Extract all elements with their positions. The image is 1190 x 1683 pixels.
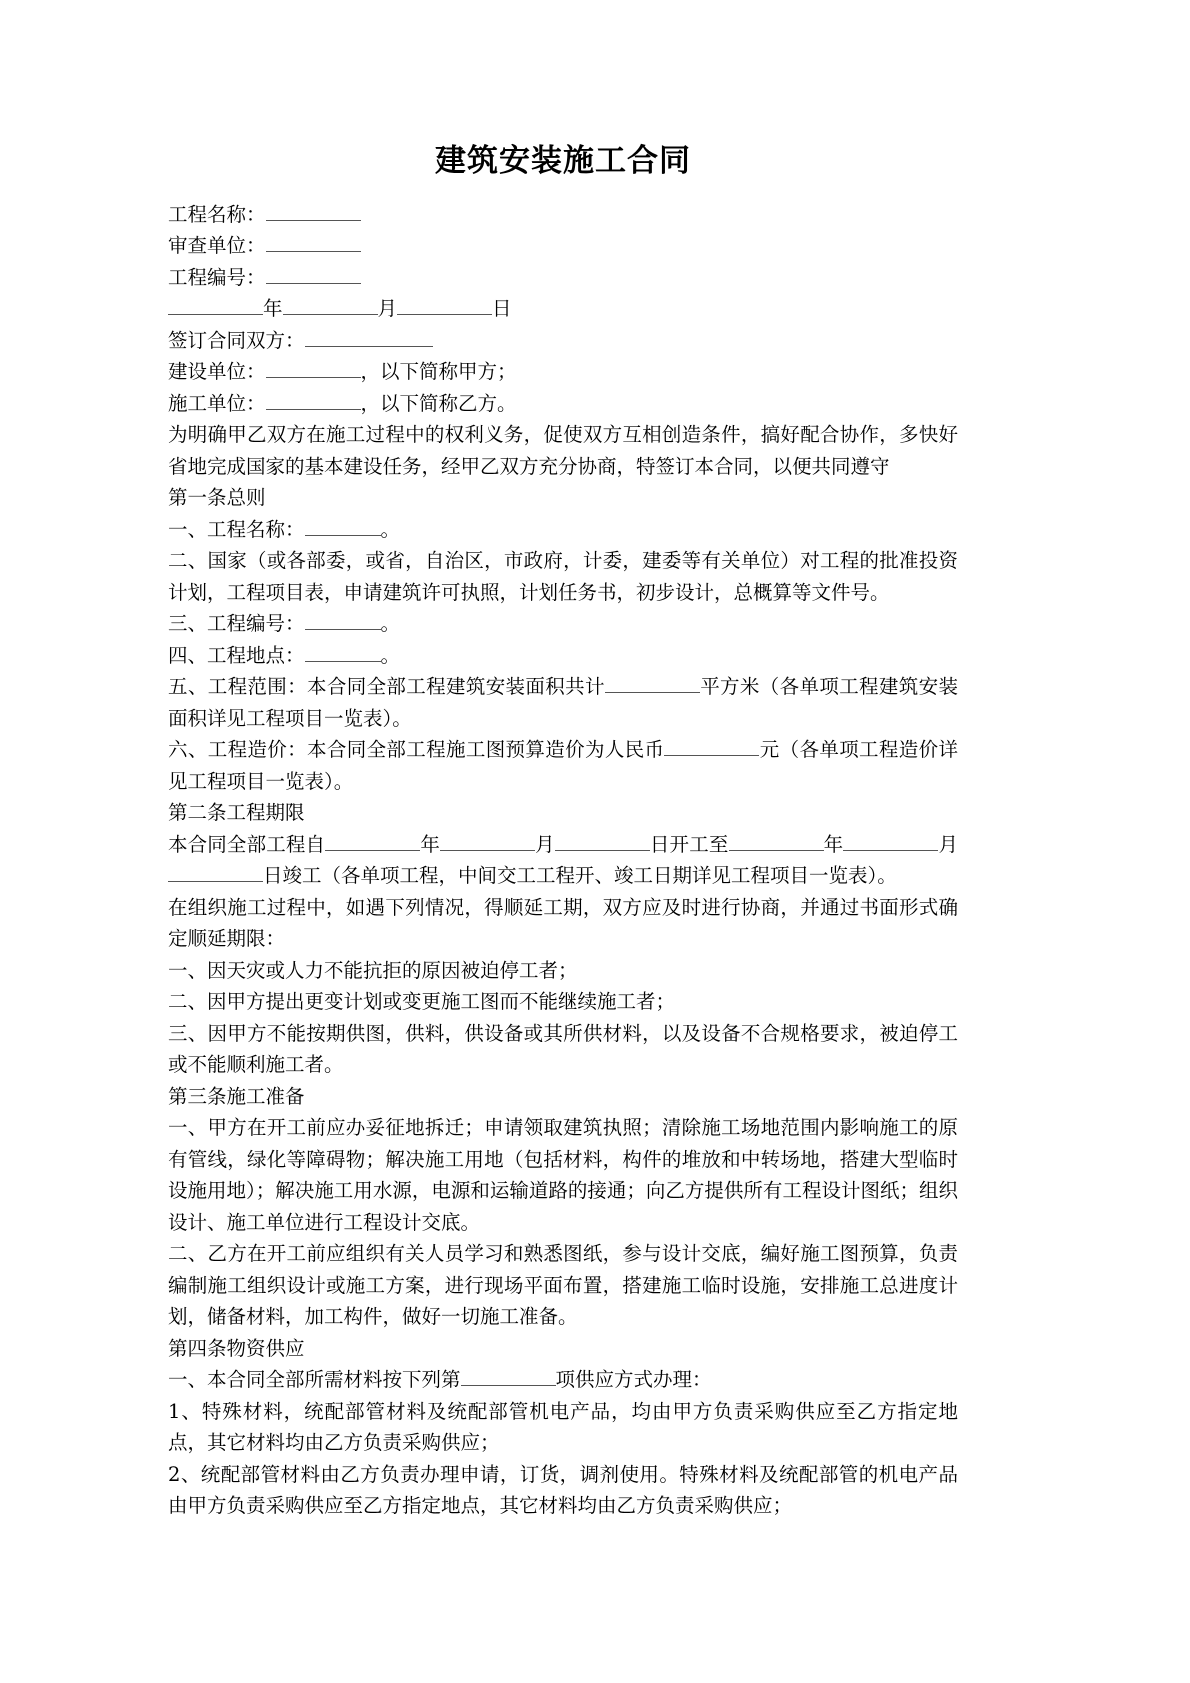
party-b-label: 施工单位： [168, 391, 266, 415]
field-review-unit-label: 审查单位： [168, 234, 266, 257]
section-4-item-2: 1、特殊材料，统配部管材料及统配部管机电产品，均由甲方负责采购供应至乙方指定地点，其它材料均由乙方负责采购供应； [168, 1399, 958, 1454]
section-2-item-5: 三、因甲方不能按期供图，供料，供设备或其所供材料，以及设备不合规格要求，被迫停工或不能顺利施工者。 [168, 1021, 958, 1076]
signing-day-label: 日 [492, 297, 512, 320]
section-1-item-2: 二、国家（或各部委，或省，自治区，市政府，计委，建委等有关单位）对工程的批准投资计划，工程项目表，申请建筑许可执照，计划任务书，初步设计，总概算等文件号。 [168, 549, 958, 604]
section-1-item-1-suffix: 。 [380, 517, 401, 541]
section-1-item-1-blank[interactable] [305, 535, 381, 536]
period-start-day-blank[interactable] [555, 850, 650, 851]
period-start-month-blank[interactable] [440, 850, 535, 851]
party-a-line [168, 356, 958, 388]
section-2-period-line [168, 829, 958, 892]
section-1-item-3-suffix: 。 [380, 612, 401, 635]
period-start-month-label: 月 [534, 832, 555, 856]
section-1-item-4-suffix: 。 [380, 643, 401, 667]
signing-date-line [168, 293, 958, 325]
section-4-item-1-blank[interactable] [461, 1385, 556, 1386]
signing-month-label: 月 [377, 297, 398, 320]
signing-year-label: 年 [263, 297, 283, 320]
signing-day-blank[interactable] [397, 314, 492, 315]
period-end-month-label: 月 [938, 832, 958, 856]
period-end-month-blank[interactable] [843, 850, 938, 851]
contract-parties-label: 签订合同双方： [168, 328, 305, 352]
section-1-item-5-blank[interactable] [605, 692, 700, 693]
period-end-year-blank[interactable] [729, 850, 824, 851]
field-review-unit [168, 230, 958, 262]
contract-parties-blank[interactable] [305, 346, 433, 347]
section-1-item-3-text: 三、工程编号： [168, 612, 305, 635]
party-a-blank[interactable] [266, 377, 361, 378]
section-1-item-1-text: 一、工程名称： [168, 517, 305, 541]
section-4-item-1 [168, 1364, 958, 1396]
section-4-heading: 第四条物资供应 [168, 1336, 305, 1360]
signing-year-blank[interactable] [168, 314, 263, 315]
period-start-day-label: 日开工至 [649, 832, 729, 856]
section-1-item-6-text: 六、工程造价：本合同全部工程施工图预算造价为人民币 [168, 738, 665, 761]
field-project-number-label: 工程编号： [168, 265, 266, 289]
section-1-item-3-blank[interactable] [305, 629, 381, 630]
period-end-day-blank[interactable] [168, 881, 263, 882]
preamble-paragraph: 为明确甲乙双方在施工过程中的权利义务，促使双方互相创造条件，搞好配合协作，多快好省地完成国家的基本建设任务，经甲乙双方充分协商，特签订本合同，以便共同遵守 [168, 423, 958, 478]
section-3-item-2: 二、乙方在开工前应组织有关人员学习和熟悉图纸，参与设计交底，编好施工图预算，负责编制施工组织设计或施工方案，进行现场平面布置，搭建施工临时设施，安排施工总进度计划，储备材料，加工构件，做好一切施工准备。 [168, 1242, 958, 1328]
field-project-name-blank[interactable] [266, 220, 361, 221]
section-1-item-6-suffix: 元（各单项工程造价详见工程项目一览表）。 [168, 738, 958, 793]
party-a-suffix: ，以下简称甲方； [360, 360, 517, 383]
section-4-item-1-text: 一、本合同全部所需材料按下列第 [168, 1368, 461, 1391]
period-start-year-blank[interactable] [325, 850, 420, 851]
contract-parties-line [168, 325, 958, 357]
document-body [168, 138, 958, 1522]
period-end-day-label: 日竣工（各单项工程，中间交工工程开、竣工日期详见工程项目一览表）。 [263, 864, 897, 887]
section-1-item-5 [168, 671, 958, 734]
section-3-item-1: 一、甲方在开工前应办妥征地拆迁；申请领取建筑执照；清除施工场地范围内影响施工的原有管线，绿化等障碍物；解决施工用地（包括材料，构件的堆放和中转场地，搭建大型临时设施用地）；解决施工用水源，电源和运输道路的接通；向乙方提供所有工程设计图纸；组织设计、施工单位进行工程设计交底。 [168, 1116, 958, 1234]
section-4-item-3: 2、统配部管材料由乙方负责办理申请，订货，调剂使用。特殊材料及统配部管的机电产品由甲方负责采购供应至乙方指定地点，其它材料均由乙方负责采购供应； [168, 1462, 958, 1517]
period-start-year-label: 年 [420, 832, 440, 856]
section-2-item-3: 一、因天灾或人力不能抗拒的原因被迫停工者； [168, 958, 578, 982]
party-b-blank[interactable] [266, 409, 361, 410]
field-project-number-blank[interactable] [266, 283, 361, 284]
party-a-label: 建设单位： [168, 360, 266, 383]
section-1-item-4-blank[interactable] [305, 661, 381, 662]
section-1-item-1 [168, 514, 958, 546]
section-2-item-4: 二、因甲方提出更变计划或变更施工图而不能继续施工者； [168, 990, 676, 1013]
page-title: 建筑安装施工合同 [435, 143, 691, 179]
signing-month-blank[interactable] [283, 314, 378, 315]
section-2-item-2: 在组织施工过程中，如遇下列情况，得顺延工期，双方应及时进行协商，并通过书面形式确定顺延期限： [168, 895, 958, 950]
section-1-item-3 [168, 608, 958, 640]
field-review-unit-blank[interactable] [266, 251, 361, 252]
section-1-item-4-text: 四、工程地点： [168, 643, 305, 667]
section-1-item-4 [168, 640, 958, 672]
section-3-heading: 第三条施工准备 [168, 1084, 305, 1108]
period-end-year-label: 年 [823, 832, 844, 856]
party-b-suffix: ，以下简称乙方。 [360, 391, 517, 415]
section-1-item-6-blank[interactable] [664, 755, 759, 756]
section-1-item-5-text: 五、工程范围：本合同全部工程建筑安装面积共计 [168, 675, 605, 698]
section-1-heading: 第一条总则 [168, 486, 266, 509]
field-project-number [168, 262, 958, 294]
section-1-item-5-suffix: 平方米（各单项工程建筑安装面积详见工程项目一览表）。 [168, 675, 958, 730]
party-b-line [168, 388, 958, 420]
field-project-name-label: 工程名称： [168, 202, 266, 226]
section-4-item-1-suffix: 项供应方式办理： [555, 1368, 712, 1391]
section-1-item-6 [168, 734, 958, 797]
section-2-heading: 第二条工程期限 [168, 801, 305, 824]
period-prefix: 本合同全部工程自 [168, 832, 326, 856]
field-project-name [168, 199, 958, 231]
